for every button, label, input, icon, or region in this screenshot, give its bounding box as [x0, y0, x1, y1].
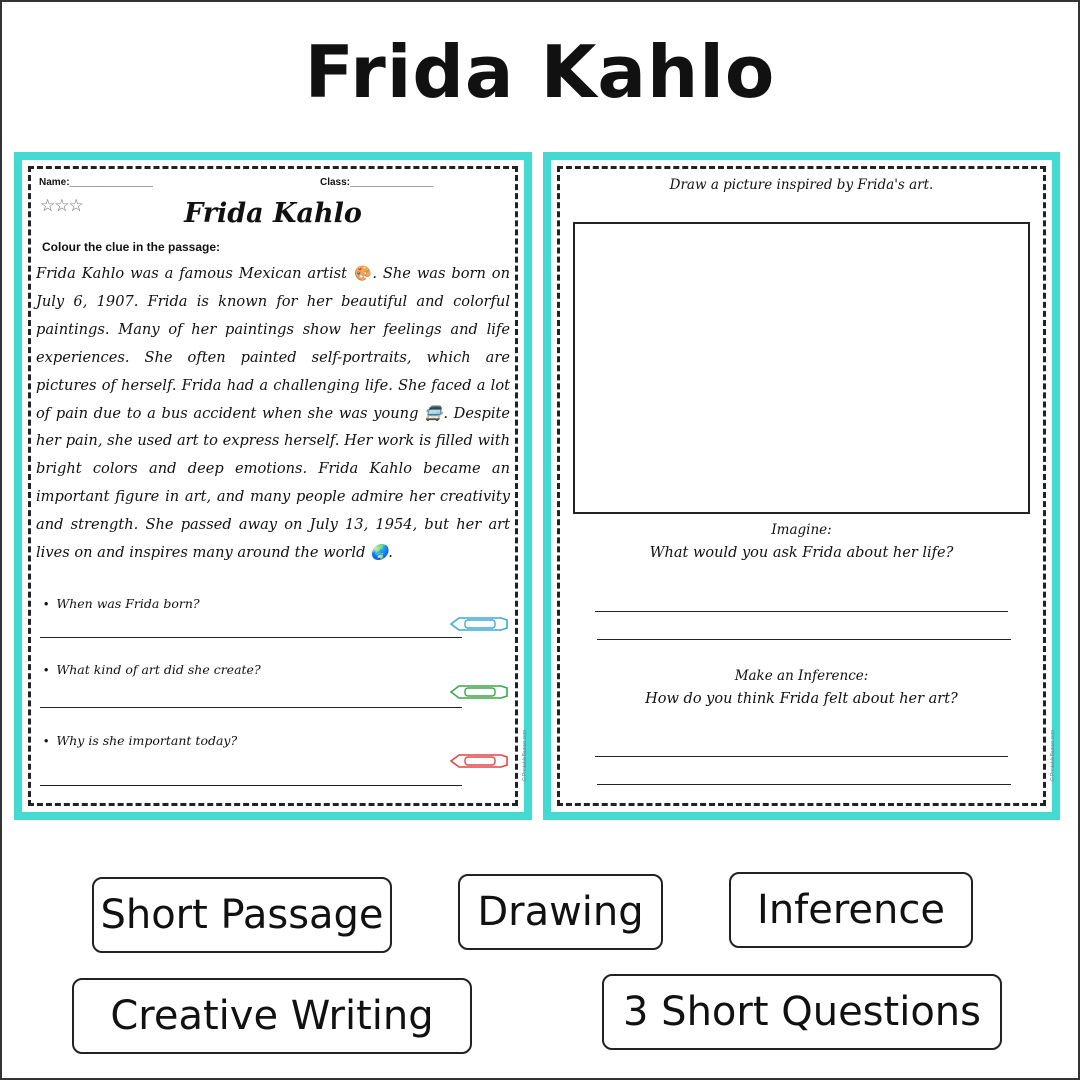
question-2: • What kind of art did she create? — [44, 662, 261, 677]
tag-drawing: Drawing — [458, 874, 663, 950]
question-1-text: When was Frida born? — [56, 596, 200, 611]
crayon-green-icon — [449, 684, 509, 700]
crayon-red-icon — [449, 753, 509, 769]
copyright-note: © PrintableBazaar.com — [522, 730, 528, 782]
drawing-prompt: Draw a picture inspired by Frida's art. — [669, 177, 934, 193]
answer-line-1[interactable] — [40, 637, 462, 638]
instruction-label: Colour the clue in the passage: — [42, 240, 221, 254]
question-3-text: Why is she important today? — [56, 733, 238, 748]
answer-line-3[interactable] — [40, 785, 462, 786]
worksheet-reading-preview — [14, 152, 532, 820]
rating-stars-icon: ☆☆☆ — [40, 196, 83, 216]
drawing-box[interactable] — [573, 222, 1030, 514]
crayon-blue-icon — [449, 616, 509, 632]
answer-line-2[interactable] — [40, 707, 462, 708]
tag-inference: Inference — [729, 872, 973, 948]
tag-3-short-questions: 3 Short Questions — [602, 974, 1002, 1050]
page-title: Frida Kahlo — [304, 30, 776, 114]
worksheet-paper — [551, 160, 1056, 812]
imagine-question: What would you ask Frida about her life? — [649, 545, 954, 561]
writing-line-1[interactable] — [595, 611, 1008, 612]
reading-passage: Frida Kahlo was a famous Mexican artist 🎨. She was born on July 6, 1907. Frida is known for her beautiful and colorful paintings. Many of her paintings show her feelings and life experiences. She often painted self-portraits, which are pictures of herself. Frida had a challenging life. She faced a lot of pain due to a bus accident when she was young 🚍. Despite her pain, she used art to express herself. Her work is filled with bright colors and deep emotions. Frida Kahlo became an important figure in art, and many people admire her creativity and strength. She passed away on July 13, 1954, but her art lives on and inspires many around the world 🌏. — [36, 265, 510, 562]
inference-question: How do you think Frida felt about her art? — [645, 691, 958, 707]
copyright-note: © PrintableBazaar.com — [1050, 730, 1056, 782]
imagine-label: Imagine: — [771, 522, 832, 538]
writing-line-3[interactable] — [595, 756, 1008, 757]
tag-creative-writing: Creative Writing — [72, 978, 472, 1054]
writing-line-2[interactable] — [597, 639, 1011, 640]
inference-label: Make an Inference: — [734, 668, 869, 684]
writing-line-4[interactable] — [597, 784, 1011, 785]
class-field-label: Class:_______________ — [320, 177, 434, 188]
name-field-label: Name:_______________ — [39, 177, 153, 188]
worksheet-drawing-preview — [543, 152, 1060, 820]
question-2-text: What kind of art did she create? — [56, 662, 261, 677]
worksheet-title: Frida Kahlo — [184, 198, 362, 229]
tag-short-passage: Short Passage — [92, 877, 392, 953]
question-3: • Why is she important today? — [44, 733, 238, 748]
worksheet-paper — [22, 160, 528, 812]
question-1: • When was Frida born? — [44, 596, 200, 611]
